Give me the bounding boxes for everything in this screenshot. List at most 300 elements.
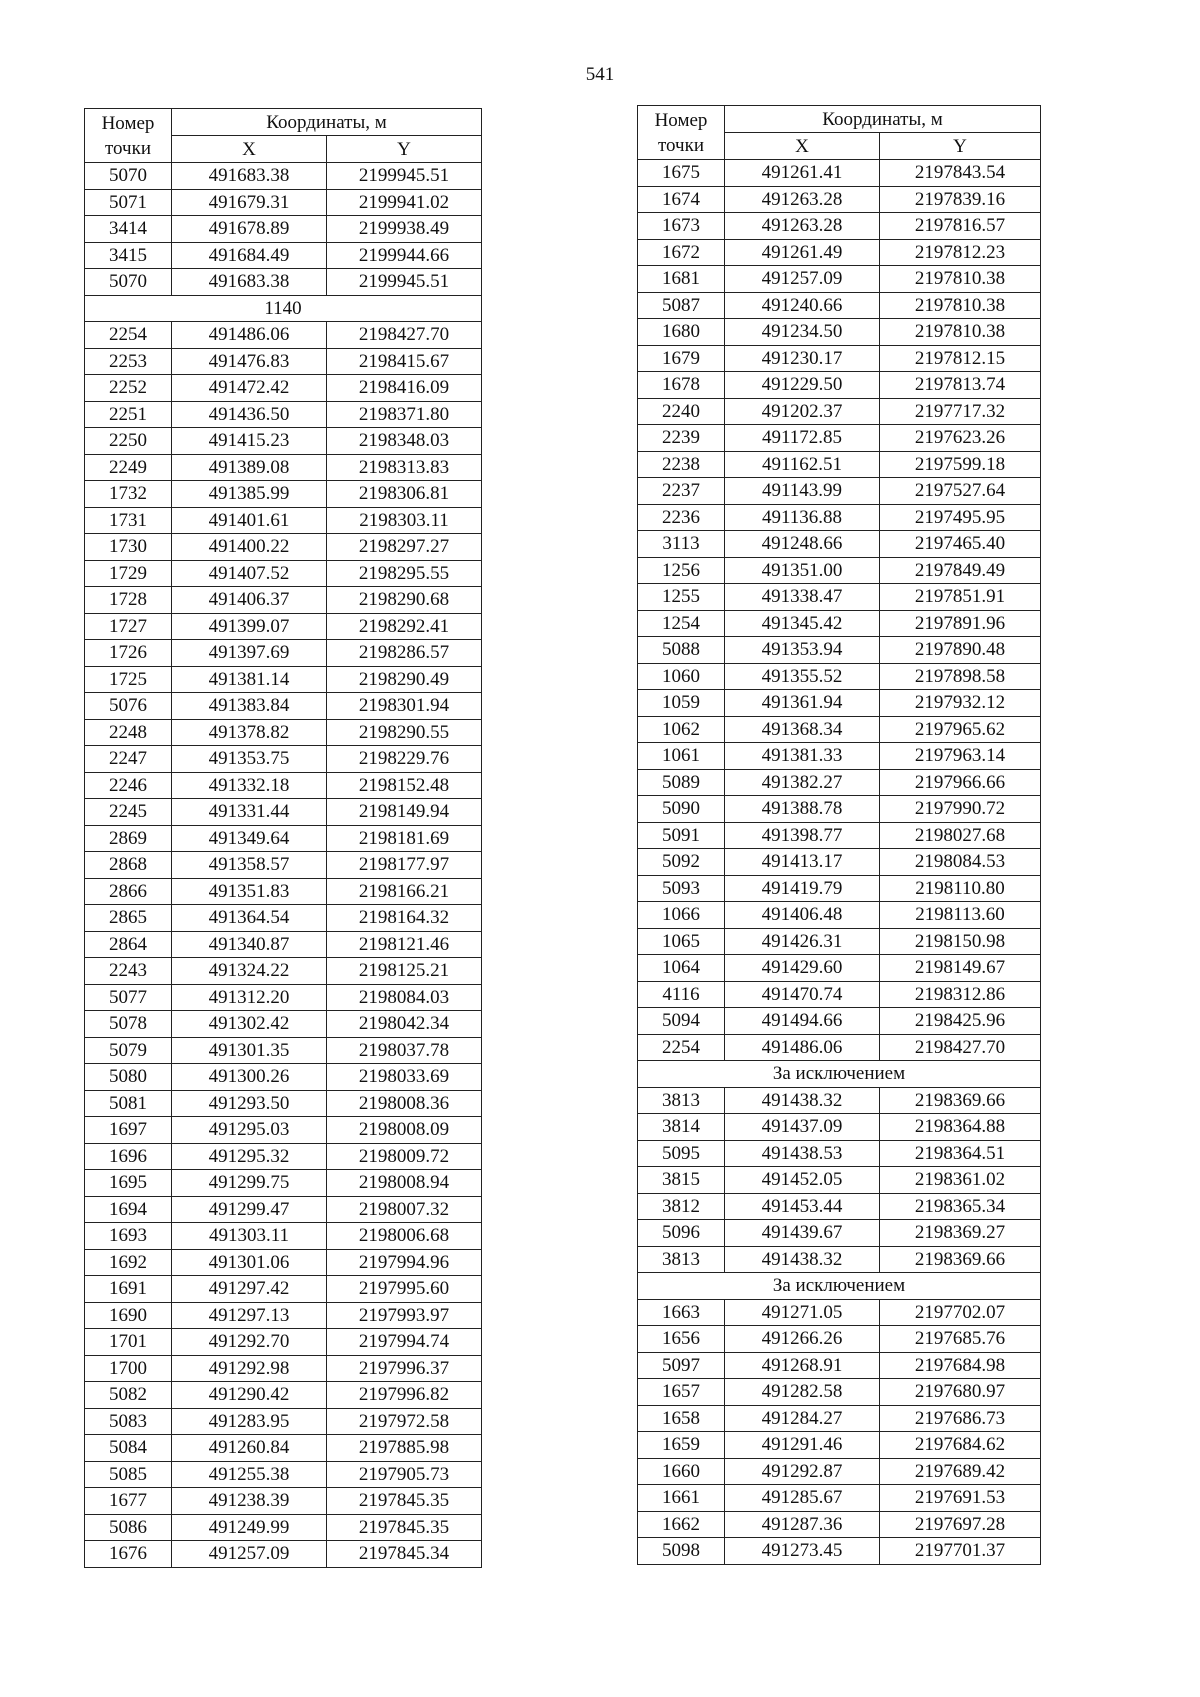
x-coordinate-cell: 491494.66 — [725, 1008, 880, 1035]
point-number-cell: 2253 — [85, 348, 172, 375]
point-number-cell: 2239 — [638, 425, 725, 452]
x-coordinate-cell: 491398.77 — [725, 822, 880, 849]
y-coordinate-cell: 2198149.67 — [880, 955, 1041, 982]
coordinates-header: Координаты, м — [725, 106, 1041, 133]
y-coordinate-cell: 2198177.97 — [327, 852, 482, 879]
point-number-cell: 1672 — [638, 239, 725, 266]
point-number-cell: 1657 — [638, 1379, 725, 1406]
y-coordinate-cell: 2197845.35 — [327, 1488, 482, 1515]
y-coordinate-cell: 2197965.62 — [880, 716, 1041, 743]
y-coordinate-cell: 2198008.36 — [327, 1090, 482, 1117]
point-number-cell: 1062 — [638, 716, 725, 743]
point-number-cell: 1675 — [638, 160, 725, 187]
y-column-header: Y — [327, 136, 482, 163]
x-coordinate-cell: 491438.32 — [725, 1246, 880, 1273]
y-coordinate-cell: 2197623.26 — [880, 425, 1041, 452]
y-coordinate-cell: 2197996.82 — [327, 1382, 482, 1409]
table-row — [638, 690, 1041, 717]
x-coordinate-cell: 491271.05 — [725, 1299, 880, 1326]
table-row — [638, 743, 1041, 770]
x-coordinate-cell: 491438.53 — [725, 1140, 880, 1167]
x-coordinate-cell: 491301.06 — [172, 1249, 327, 1276]
point-number-cell: 2237 — [638, 478, 725, 505]
y-coordinate-cell: 2198365.34 — [880, 1193, 1041, 1220]
x-coordinate-cell: 491381.33 — [725, 743, 880, 770]
x-coordinate-cell: 491684.49 — [172, 242, 327, 269]
point-number-cell: 5084 — [85, 1435, 172, 1462]
table-row — [85, 1170, 482, 1197]
point-number-cell: 5093 — [638, 875, 725, 902]
x-coordinate-cell: 491285.67 — [725, 1485, 880, 1512]
x-coordinate-cell: 491297.42 — [172, 1276, 327, 1303]
x-coordinate-cell: 491143.99 — [725, 478, 880, 505]
table-row — [638, 796, 1041, 823]
table-row — [85, 1011, 482, 1038]
y-coordinate-cell: 2197599.18 — [880, 451, 1041, 478]
table-row — [638, 637, 1041, 664]
y-coordinate-cell: 2197885.98 — [327, 1435, 482, 1462]
point-number-cell: 1701 — [85, 1329, 172, 1356]
table-row — [638, 663, 1041, 690]
x-column-header: X — [172, 136, 327, 163]
table-row — [638, 1008, 1041, 1035]
y-coordinate-cell: 2197851.91 — [880, 584, 1041, 611]
table-row — [638, 1326, 1041, 1353]
x-coordinate-cell: 491255.38 — [172, 1461, 327, 1488]
point-number-cell: 1256 — [638, 557, 725, 584]
table-row — [85, 799, 482, 826]
point-number-cell: 2869 — [85, 825, 172, 852]
table-row — [85, 375, 482, 402]
table-row — [85, 1488, 482, 1515]
x-coordinate-cell: 491332.18 — [172, 772, 327, 799]
y-coordinate-cell: 2198369.66 — [880, 1087, 1041, 1114]
x-coordinate-cell: 491295.32 — [172, 1143, 327, 1170]
y-coordinate-cell: 2197993.97 — [327, 1302, 482, 1329]
point-number-cell: 5080 — [85, 1064, 172, 1091]
table-row — [85, 1541, 482, 1568]
point-number-cell: 5096 — [638, 1220, 725, 1247]
point-number-cell: 3813 — [638, 1087, 725, 1114]
y-coordinate-cell: 2197990.72 — [880, 796, 1041, 823]
x-coordinate-cell: 491292.70 — [172, 1329, 327, 1356]
point-number-cell: 1727 — [85, 613, 172, 640]
point-number-cell: 1679 — [638, 345, 725, 372]
y-coordinate-cell: 2197697.28 — [880, 1511, 1041, 1538]
y-coordinate-cell: 2198297.27 — [327, 534, 482, 561]
table-row — [85, 746, 482, 773]
y-coordinate-cell: 2197684.98 — [880, 1352, 1041, 1379]
table-row — [638, 1220, 1041, 1247]
point-number-cell: 5087 — [638, 292, 725, 319]
point-number-cell: 1692 — [85, 1249, 172, 1276]
table-row — [638, 1299, 1041, 1326]
y-coordinate-cell: 2198181.69 — [327, 825, 482, 852]
table-row — [638, 769, 1041, 796]
table-row — [638, 1352, 1041, 1379]
y-coordinate-cell: 2198033.69 — [327, 1064, 482, 1091]
table-row — [638, 1167, 1041, 1194]
point-number-header-line2: точки — [657, 134, 704, 156]
table-row — [85, 1037, 482, 1064]
x-coordinate-cell: 491273.45 — [725, 1538, 880, 1565]
point-number-cell: 2240 — [638, 398, 725, 425]
point-number-cell: 5088 — [638, 637, 725, 664]
point-number-cell: 3815 — [638, 1167, 725, 1194]
point-number-cell: 1681 — [638, 266, 725, 293]
table-row — [85, 984, 482, 1011]
point-number-cell: 1691 — [85, 1276, 172, 1303]
x-coordinate-cell: 491266.26 — [725, 1326, 880, 1353]
y-coordinate-cell: 2198290.49 — [327, 666, 482, 693]
point-number-cell: 1059 — [638, 690, 725, 717]
y-coordinate-cell: 2197684.62 — [880, 1432, 1041, 1459]
y-coordinate-cell: 2198084.53 — [880, 849, 1041, 876]
table-row — [638, 584, 1041, 611]
point-number-cell: 1694 — [85, 1196, 172, 1223]
table-row — [638, 557, 1041, 584]
table-row — [638, 345, 1041, 372]
table-row — [85, 534, 482, 561]
x-coordinate-cell: 491406.48 — [725, 902, 880, 929]
table-row — [638, 478, 1041, 505]
point-number-cell: 5098 — [638, 1538, 725, 1565]
point-number-cell: 5078 — [85, 1011, 172, 1038]
table-row — [85, 1196, 482, 1223]
point-number-cell: 1732 — [85, 481, 172, 508]
point-number-cell: 5070 — [85, 163, 172, 190]
point-number-cell: 2248 — [85, 719, 172, 746]
y-coordinate-cell: 2197845.34 — [327, 1541, 482, 1568]
table-row — [638, 1538, 1041, 1565]
table-row — [85, 348, 482, 375]
y-coordinate-cell: 2197890.48 — [880, 637, 1041, 664]
point-number-cell: 3415 — [85, 242, 172, 269]
point-number-cell: 1676 — [85, 1541, 172, 1568]
table-row — [638, 425, 1041, 452]
point-number-cell: 1728 — [85, 587, 172, 614]
coordinates-table-right — [637, 105, 1041, 1565]
point-number-cell: 1697 — [85, 1117, 172, 1144]
point-number-cell: 1678 — [638, 372, 725, 399]
table-row — [85, 216, 482, 243]
point-number-cell: 1726 — [85, 640, 172, 667]
y-coordinate-cell: 2198037.78 — [327, 1037, 482, 1064]
x-coordinate-cell: 491303.11 — [172, 1223, 327, 1250]
x-coordinate-cell: 491349.64 — [172, 825, 327, 852]
table-row — [638, 213, 1041, 240]
table-row — [638, 849, 1041, 876]
x-coordinate-cell: 491340.87 — [172, 931, 327, 958]
point-number-cell: 5081 — [85, 1090, 172, 1117]
x-coordinate-cell: 491229.50 — [725, 372, 880, 399]
y-coordinate-cell: 2198292.41 — [327, 613, 482, 640]
y-coordinate-cell: 2197685.76 — [880, 1326, 1041, 1353]
left-table-body — [85, 163, 482, 1568]
x-coordinate-cell: 491292.87 — [725, 1458, 880, 1485]
x-coordinate-cell: 491355.52 — [725, 663, 880, 690]
coordinates-table-left — [84, 108, 482, 1568]
point-number-cell: 2249 — [85, 454, 172, 481]
x-coordinate-cell: 491292.98 — [172, 1355, 327, 1382]
point-number-cell: 2252 — [85, 375, 172, 402]
x-coordinate-cell: 491476.83 — [172, 348, 327, 375]
y-coordinate-cell: 2198084.03 — [327, 984, 482, 1011]
point-number-cell: 5082 — [85, 1382, 172, 1409]
point-number-cell: 5090 — [638, 796, 725, 823]
table-row — [85, 1249, 482, 1276]
x-coordinate-cell: 491345.42 — [725, 610, 880, 637]
table-row — [85, 1435, 482, 1462]
x-coordinate-cell: 491324.22 — [172, 958, 327, 985]
x-coordinate-cell: 491331.44 — [172, 799, 327, 826]
x-coordinate-cell: 491399.07 — [172, 613, 327, 640]
table-row — [638, 1432, 1041, 1459]
x-coordinate-cell: 491439.67 — [725, 1220, 880, 1247]
point-number-cell: 1725 — [85, 666, 172, 693]
y-coordinate-cell: 2197843.54 — [880, 160, 1041, 187]
x-coordinate-cell: 491388.78 — [725, 796, 880, 823]
point-number-cell: 1660 — [638, 1458, 725, 1485]
point-number-header-line2: точки — [104, 137, 151, 159]
table-row — [85, 1514, 482, 1541]
point-number-cell: 1061 — [638, 743, 725, 770]
point-number-cell: 4116 — [638, 981, 725, 1008]
table-row — [85, 958, 482, 985]
table-row — [85, 693, 482, 720]
x-coordinate-cell: 491415.23 — [172, 428, 327, 455]
y-coordinate-cell: 2198042.34 — [327, 1011, 482, 1038]
point-number-cell: 2246 — [85, 772, 172, 799]
y-coordinate-cell: 2197891.96 — [880, 610, 1041, 637]
section-row — [638, 1061, 1041, 1088]
table-row — [638, 531, 1041, 558]
point-number-cell: 1700 — [85, 1355, 172, 1382]
y-coordinate-cell: 2198364.88 — [880, 1114, 1041, 1141]
y-coordinate-cell: 2197996.37 — [327, 1355, 482, 1382]
point-number-cell: 5071 — [85, 189, 172, 216]
x-coordinate-cell: 491382.27 — [725, 769, 880, 796]
table-row — [638, 504, 1041, 531]
table-row — [85, 1329, 482, 1356]
x-coordinate-cell: 491426.31 — [725, 928, 880, 955]
table-row — [85, 1302, 482, 1329]
point-number-cell: 1661 — [638, 1485, 725, 1512]
table-row — [85, 322, 482, 349]
x-coordinate-cell: 491260.84 — [172, 1435, 327, 1462]
x-coordinate-cell: 491361.94 — [725, 690, 880, 717]
y-coordinate-cell: 2198152.48 — [327, 772, 482, 799]
y-coordinate-cell: 2197995.60 — [327, 1276, 482, 1303]
table-row — [638, 319, 1041, 346]
y-coordinate-cell: 2197849.49 — [880, 557, 1041, 584]
table-row — [638, 1140, 1041, 1167]
table-row — [85, 825, 482, 852]
table-row — [85, 189, 482, 216]
y-coordinate-cell: 2198008.94 — [327, 1170, 482, 1197]
table-row — [85, 1382, 482, 1409]
point-number-cell: 1065 — [638, 928, 725, 955]
x-coordinate-cell: 491683.38 — [172, 163, 327, 190]
table-row — [638, 292, 1041, 319]
x-coordinate-cell: 491389.08 — [172, 454, 327, 481]
table-row — [638, 822, 1041, 849]
y-coordinate-cell: 2198027.68 — [880, 822, 1041, 849]
y-coordinate-cell: 2198113.60 — [880, 902, 1041, 929]
point-number-cell: 2866 — [85, 878, 172, 905]
point-number-cell: 5097 — [638, 1352, 725, 1379]
y-coordinate-cell: 2198164.32 — [327, 905, 482, 932]
y-coordinate-cell: 2198290.68 — [327, 587, 482, 614]
x-coordinate-cell: 491368.34 — [725, 716, 880, 743]
x-coordinate-cell: 491257.09 — [172, 1541, 327, 1568]
y-coordinate-cell: 2198416.09 — [327, 375, 482, 402]
y-coordinate-cell: 2198427.70 — [327, 322, 482, 349]
point-number-cell: 5086 — [85, 1514, 172, 1541]
x-coordinate-cell: 491429.60 — [725, 955, 880, 982]
section-row — [85, 295, 482, 322]
point-number-cell: 1695 — [85, 1170, 172, 1197]
x-coordinate-cell: 491383.84 — [172, 693, 327, 720]
table-row — [85, 1223, 482, 1250]
y-column-header: Y — [880, 133, 1041, 160]
y-coordinate-cell: 2198415.67 — [327, 348, 482, 375]
table-row — [638, 266, 1041, 293]
point-number-cell: 5091 — [638, 822, 725, 849]
point-number-cell: 3812 — [638, 1193, 725, 1220]
table-row — [85, 428, 482, 455]
table-row — [638, 372, 1041, 399]
y-coordinate-cell: 2197812.15 — [880, 345, 1041, 372]
table-row — [85, 719, 482, 746]
point-number-cell: 5085 — [85, 1461, 172, 1488]
y-coordinate-cell: 2197972.58 — [327, 1408, 482, 1435]
x-coordinate-cell: 491263.28 — [725, 213, 880, 240]
x-coordinate-cell: 491385.99 — [172, 481, 327, 508]
page-number: 541 — [585, 64, 615, 85]
y-coordinate-cell: 2198369.27 — [880, 1220, 1041, 1247]
point-number-cell: 2865 — [85, 905, 172, 932]
x-coordinate-cell: 491249.99 — [172, 1514, 327, 1541]
y-coordinate-cell: 2198425.96 — [880, 1008, 1041, 1035]
x-coordinate-cell: 491407.52 — [172, 560, 327, 587]
x-column-header: X — [725, 133, 880, 160]
y-coordinate-cell: 2199944.66 — [327, 242, 482, 269]
x-coordinate-cell: 491401.61 — [172, 507, 327, 534]
x-coordinate-cell: 491406.37 — [172, 587, 327, 614]
table-row — [638, 398, 1041, 425]
point-number-header — [638, 106, 725, 160]
table-row — [85, 560, 482, 587]
table-row — [638, 610, 1041, 637]
x-coordinate-cell: 491413.17 — [725, 849, 880, 876]
x-coordinate-cell: 491351.00 — [725, 557, 880, 584]
table-row — [638, 716, 1041, 743]
section-row — [638, 1273, 1041, 1300]
x-coordinate-cell: 491287.36 — [725, 1511, 880, 1538]
y-coordinate-cell: 2198369.66 — [880, 1246, 1041, 1273]
x-coordinate-cell: 491419.79 — [725, 875, 880, 902]
y-coordinate-cell: 2197810.38 — [880, 292, 1041, 319]
x-coordinate-cell: 491397.69 — [172, 640, 327, 667]
y-coordinate-cell: 2198313.83 — [327, 454, 482, 481]
point-number-header-line1: Номер — [654, 109, 708, 131]
y-coordinate-cell: 2199945.51 — [327, 269, 482, 296]
y-coordinate-cell: 2198295.55 — [327, 560, 482, 587]
y-coordinate-cell: 2199941.02 — [327, 189, 482, 216]
point-number-cell: 2254 — [638, 1034, 725, 1061]
table-row — [638, 1379, 1041, 1406]
y-coordinate-cell: 2197994.74 — [327, 1329, 482, 1356]
y-coordinate-cell: 2197701.37 — [880, 1538, 1041, 1565]
y-coordinate-cell: 2198009.72 — [327, 1143, 482, 1170]
section-label: За исключением — [638, 1273, 1041, 1300]
table-row — [85, 481, 482, 508]
x-coordinate-cell: 491679.31 — [172, 189, 327, 216]
y-coordinate-cell: 2198286.57 — [327, 640, 482, 667]
x-coordinate-cell: 491472.42 — [172, 375, 327, 402]
point-number-cell: 1659 — [638, 1432, 725, 1459]
table-row — [638, 1458, 1041, 1485]
table-row — [85, 1461, 482, 1488]
point-number-cell: 1731 — [85, 507, 172, 534]
x-coordinate-cell: 491283.95 — [172, 1408, 327, 1435]
x-coordinate-cell: 491299.47 — [172, 1196, 327, 1223]
section-label: За исключением — [638, 1061, 1041, 1088]
point-number-cell: 2250 — [85, 428, 172, 455]
x-coordinate-cell: 491234.50 — [725, 319, 880, 346]
x-coordinate-cell: 491400.22 — [172, 534, 327, 561]
point-number-cell: 2243 — [85, 958, 172, 985]
y-coordinate-cell: 2197839.16 — [880, 186, 1041, 213]
table-row — [85, 878, 482, 905]
y-coordinate-cell: 2198150.98 — [880, 928, 1041, 955]
point-number-cell: 2864 — [85, 931, 172, 958]
x-coordinate-cell: 491453.44 — [725, 1193, 880, 1220]
point-number-cell: 1677 — [85, 1488, 172, 1515]
table-row — [638, 1087, 1041, 1114]
y-coordinate-cell: 2197932.12 — [880, 690, 1041, 717]
x-coordinate-cell: 491238.39 — [172, 1488, 327, 1515]
table-row — [638, 1405, 1041, 1432]
point-number-cell: 5089 — [638, 769, 725, 796]
x-coordinate-cell: 491136.88 — [725, 504, 880, 531]
x-coordinate-cell: 491300.26 — [172, 1064, 327, 1091]
x-coordinate-cell: 491295.03 — [172, 1117, 327, 1144]
y-coordinate-cell: 2197813.74 — [880, 372, 1041, 399]
y-coordinate-cell: 2197691.53 — [880, 1485, 1041, 1512]
point-number-cell: 3813 — [638, 1246, 725, 1273]
point-number-cell: 1656 — [638, 1326, 725, 1353]
point-number-cell: 5077 — [85, 984, 172, 1011]
table-row — [638, 981, 1041, 1008]
y-coordinate-cell: 2198006.68 — [327, 1223, 482, 1250]
x-coordinate-cell: 491268.91 — [725, 1352, 880, 1379]
x-coordinate-cell: 491282.58 — [725, 1379, 880, 1406]
point-number-cell: 1663 — [638, 1299, 725, 1326]
point-number-cell: 5076 — [85, 693, 172, 720]
table-row — [85, 640, 482, 667]
point-number-cell: 2245 — [85, 799, 172, 826]
y-coordinate-cell: 2197898.58 — [880, 663, 1041, 690]
table-row — [85, 1143, 482, 1170]
table-row — [85, 242, 482, 269]
y-coordinate-cell: 2197963.14 — [880, 743, 1041, 770]
point-number-cell: 2236 — [638, 504, 725, 531]
x-coordinate-cell: 491299.75 — [172, 1170, 327, 1197]
table-row — [85, 1276, 482, 1303]
point-number-cell: 1658 — [638, 1405, 725, 1432]
